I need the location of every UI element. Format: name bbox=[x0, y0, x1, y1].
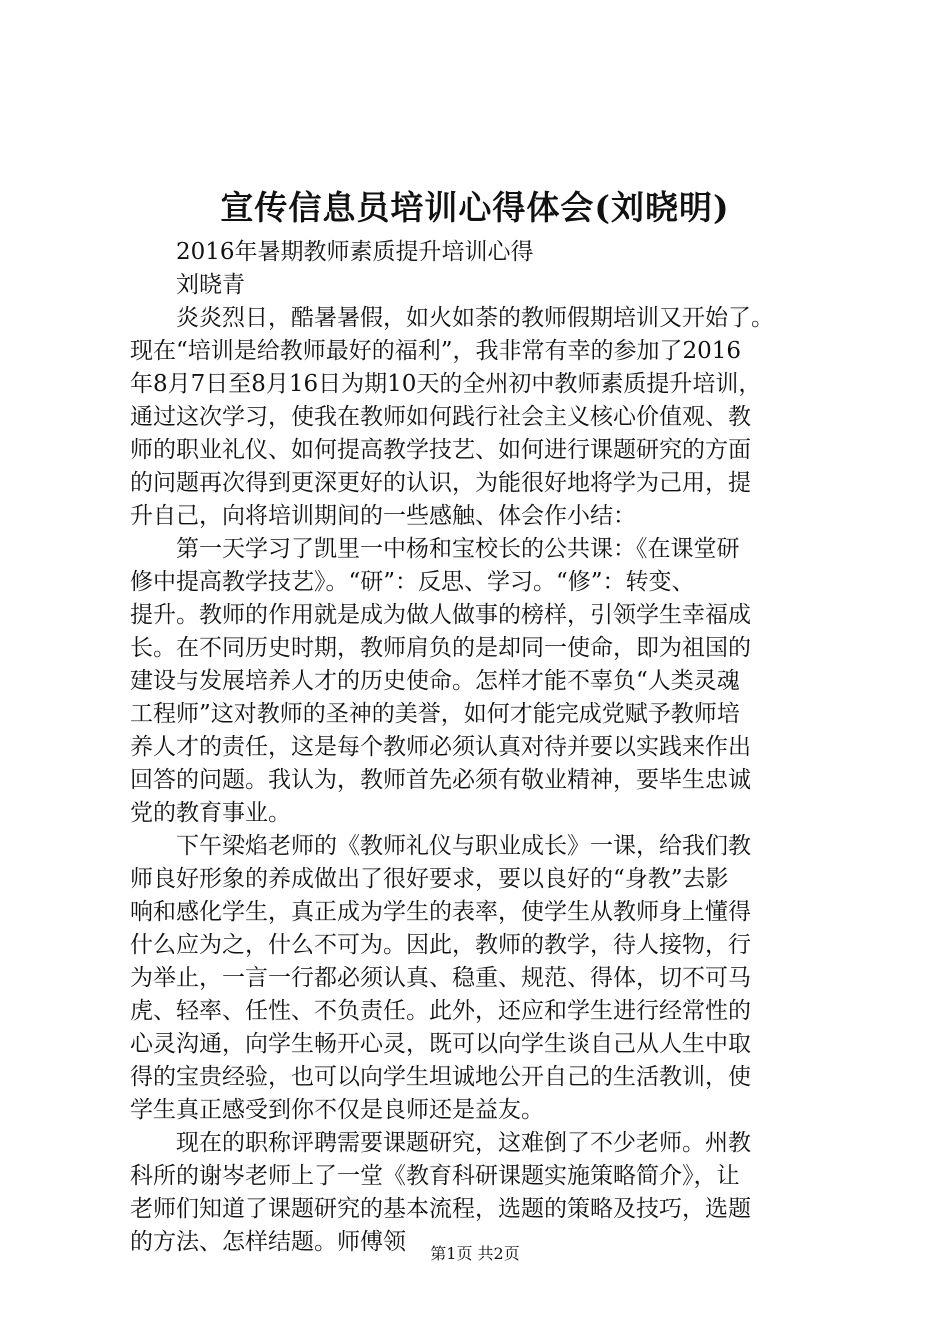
paragraph-line: 响和感化学生，真正成为学生的表率，使学生从教师身上懂得 bbox=[130, 899, 751, 925]
paragraph-line: 提升。教师的作用就是成为做人做事的榜样，引领学生幸福成 bbox=[130, 602, 751, 628]
paragraph-line: 第一天学习了凯里一中杨和宝校长的公共课：《在课堂研 bbox=[176, 536, 740, 562]
paragraph-line: 养人才的责任，这是每个教师必须认真对待并要以实践来作出 bbox=[130, 734, 751, 760]
paragraph-line: 老师们知道了课题研究的基本流程，选题的策略及技巧，选题 bbox=[130, 1196, 751, 1222]
paragraph-line: 年8月7日至8月16日为期10天的全州初中教师素质提升培训， bbox=[130, 371, 762, 397]
paragraph-line: 党的教育事业。 bbox=[130, 800, 291, 826]
paragraph-line: 升自己，向将培训期间的一些感触、体会作小结： bbox=[130, 503, 636, 529]
paragraph-line: 工程师”这对教师的圣神的美誉，如何才能完成党赋予教师培 bbox=[130, 701, 740, 727]
paragraph-line: 学生真正感受到你不仅是良师还是益友。 bbox=[130, 1097, 544, 1123]
paragraph-line: 什么应为之，什么不可为。因此，教师的教学，待人接物，行 bbox=[130, 932, 751, 958]
paragraph-line: 师良好形象的养成做出了很好要求，要以良好的“身教”去影 bbox=[130, 866, 729, 892]
paragraph-line: 现在的职称评聘需要课题研究，这难倒了不少老师。州教 bbox=[176, 1130, 751, 1156]
paragraph-line: 虎、轻率、任性、不负责任。此外，还应和学生进行经常性的 bbox=[130, 998, 751, 1024]
paragraph-line: 回答的问题。我认为，教师首先必须有敬业精神，要毕生忠诚 bbox=[130, 767, 751, 793]
paragraph-line: 得的宝贵经验，也可以向学生坦诚地公开自己的生活教训，使 bbox=[130, 1064, 751, 1090]
paragraph-line: 师的职业礼仪、如何提高教学技艺、如何进行课题研究的方面 bbox=[130, 437, 751, 463]
subtitle-line: 2016年暑期教师素质提升培训心得 bbox=[176, 239, 534, 265]
paragraph-line: 建设与发展培养人才的历史使命。怎样才能不辜负“人类灵魂 bbox=[130, 668, 740, 694]
author-line: 刘晓青 bbox=[176, 272, 245, 298]
paragraph-line: 通过这次学习，使我在教师如何践行社会主义核心价值观、教 bbox=[130, 404, 751, 430]
page-footer: 第1页 共2页 bbox=[430, 1244, 520, 1263]
document-body bbox=[130, 236, 850, 1259]
paragraph-line: 现在“培训是给教师最好的福利”，我非常有幸的参加了2016 bbox=[130, 338, 742, 364]
document-title: 宣传信息员培训心得体会(刘晓明) bbox=[220, 188, 730, 227]
paragraph-line: 为举止，一言一行都必须认真、稳重、规范、得体，切不可马 bbox=[130, 965, 751, 991]
paragraph-line: 修中提高教学技艺》。“研”：反思、学习。“修”：转变、 bbox=[130, 569, 695, 595]
paragraph-line: 心灵沟通，向学生畅开心灵，既可以向学生谈自己从人生中取 bbox=[130, 1031, 751, 1057]
paragraph-line: 炎炎烈日，酷暑暑假，如火如荼的教师假期培训又开始了。 bbox=[176, 305, 774, 331]
paragraph-line: 科所的谢岑老师上了一堂《教育科研课题实施策略简介》，让 bbox=[130, 1163, 740, 1189]
paragraph-line: 长。在不同历史时期，教师肩负的是却同一使命，即为祖国的 bbox=[130, 635, 751, 661]
paragraph-line: 的方法、怎样结题。师傅领 bbox=[130, 1229, 406, 1255]
paragraph-line: 的问题再次得到更深更好的认识，为能很好地将学为己用，提 bbox=[130, 470, 751, 496]
paragraph-line: 下午梁焰老师的《教师礼仪与职业成长》一课，给我们教 bbox=[176, 833, 751, 859]
